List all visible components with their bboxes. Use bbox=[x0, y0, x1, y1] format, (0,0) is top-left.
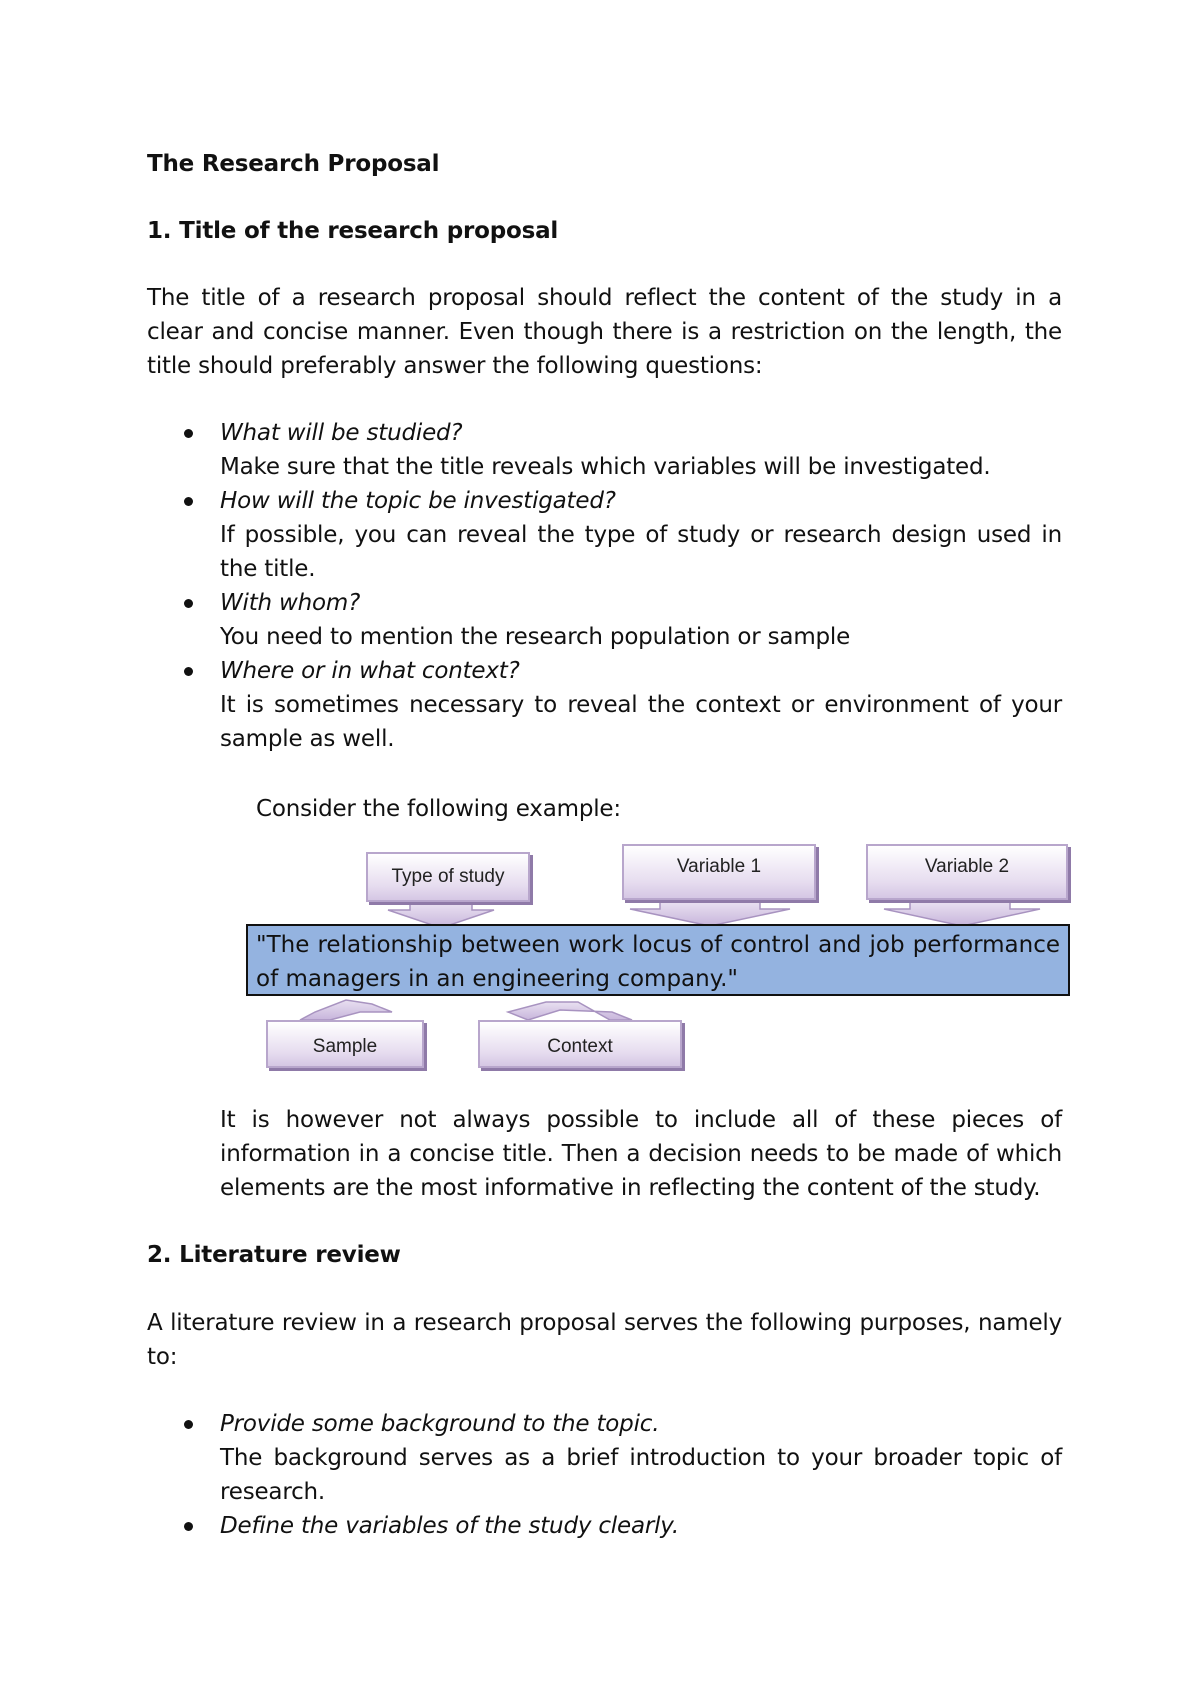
arrow-down-variable-1 bbox=[630, 902, 790, 926]
bullet-explanation: research. bbox=[220, 1479, 326, 1505]
variable-2-label: Variable 2 bbox=[866, 844, 1068, 900]
bullet-question: How will the topic be investigated? bbox=[220, 488, 616, 514]
section1-intro-line-1: The title of a research proposal should reflect the content of the study in a bbox=[147, 285, 1062, 311]
bullet-explanation: the title. bbox=[220, 556, 316, 582]
closing-line-2: information in a concise title. Then a decision needs to be made of which bbox=[220, 1141, 1062, 1167]
variable-1-label: Variable 1 bbox=[622, 844, 816, 900]
section2-heading: 2. Literature review bbox=[147, 1242, 401, 1268]
bullet-explanation: Make sure that the title reveals which variables will be investigated. bbox=[220, 454, 991, 480]
bullet-explanation: You need to mention the research population or sample bbox=[220, 624, 851, 650]
bullet-question: Define the variables of the study clearly. bbox=[220, 1513, 680, 1539]
example-intro: Consider the following example: bbox=[256, 796, 621, 822]
arrow-down-variable-2 bbox=[884, 902, 1040, 926]
example-title-line-2: of managers in an engineering company." bbox=[256, 966, 738, 992]
bullet-explanation: sample as well. bbox=[220, 726, 395, 752]
arrow-up-sample bbox=[300, 1000, 392, 1020]
bullet-question: Provide some background to the topic. bbox=[220, 1411, 660, 1437]
bullet-question: With whom? bbox=[220, 590, 361, 616]
bullet-dot bbox=[184, 1522, 193, 1531]
section1-intro-line-2: clear and concise manner. Even though there is a restriction on the length, the bbox=[147, 319, 1062, 345]
example-title-line-1: "The relationship between work locus of control and job performance bbox=[256, 932, 1060, 958]
bullet-explanation: If possible, you can reveal the type of study or research design used in bbox=[220, 522, 1062, 548]
type-of-study-label: Type of study bbox=[366, 852, 530, 902]
bullet-question: Where or in what context? bbox=[220, 658, 520, 684]
bullet-question: What will be studied? bbox=[220, 420, 463, 446]
section2-intro-line-2: to: bbox=[147, 1344, 178, 1370]
bullet-dot bbox=[184, 1420, 193, 1429]
sample-label: Sample bbox=[266, 1020, 424, 1068]
example-title-box bbox=[246, 924, 1070, 996]
context-label: Context bbox=[478, 1020, 682, 1068]
bullet-explanation: The background serves as a brief introduction to your broader topic of bbox=[220, 1445, 1062, 1471]
section1-heading: 1. Title of the research proposal bbox=[147, 218, 559, 244]
document-title: The Research Proposal bbox=[147, 151, 440, 177]
section1-intro-line-3: title should preferably answer the following questions: bbox=[147, 353, 763, 379]
arrow-up-context bbox=[508, 1002, 632, 1020]
closing-line-1: It is however not always possible to include all of these pieces of bbox=[220, 1107, 1062, 1133]
closing-line-3: elements are the most informative in reflecting the content of the study. bbox=[220, 1175, 1041, 1201]
bullet-explanation: It is sometimes necessary to reveal the context or environment of your bbox=[220, 692, 1062, 718]
section2-intro-line-1: A literature review in a research proposal serves the following purposes, namely bbox=[147, 1310, 1062, 1336]
